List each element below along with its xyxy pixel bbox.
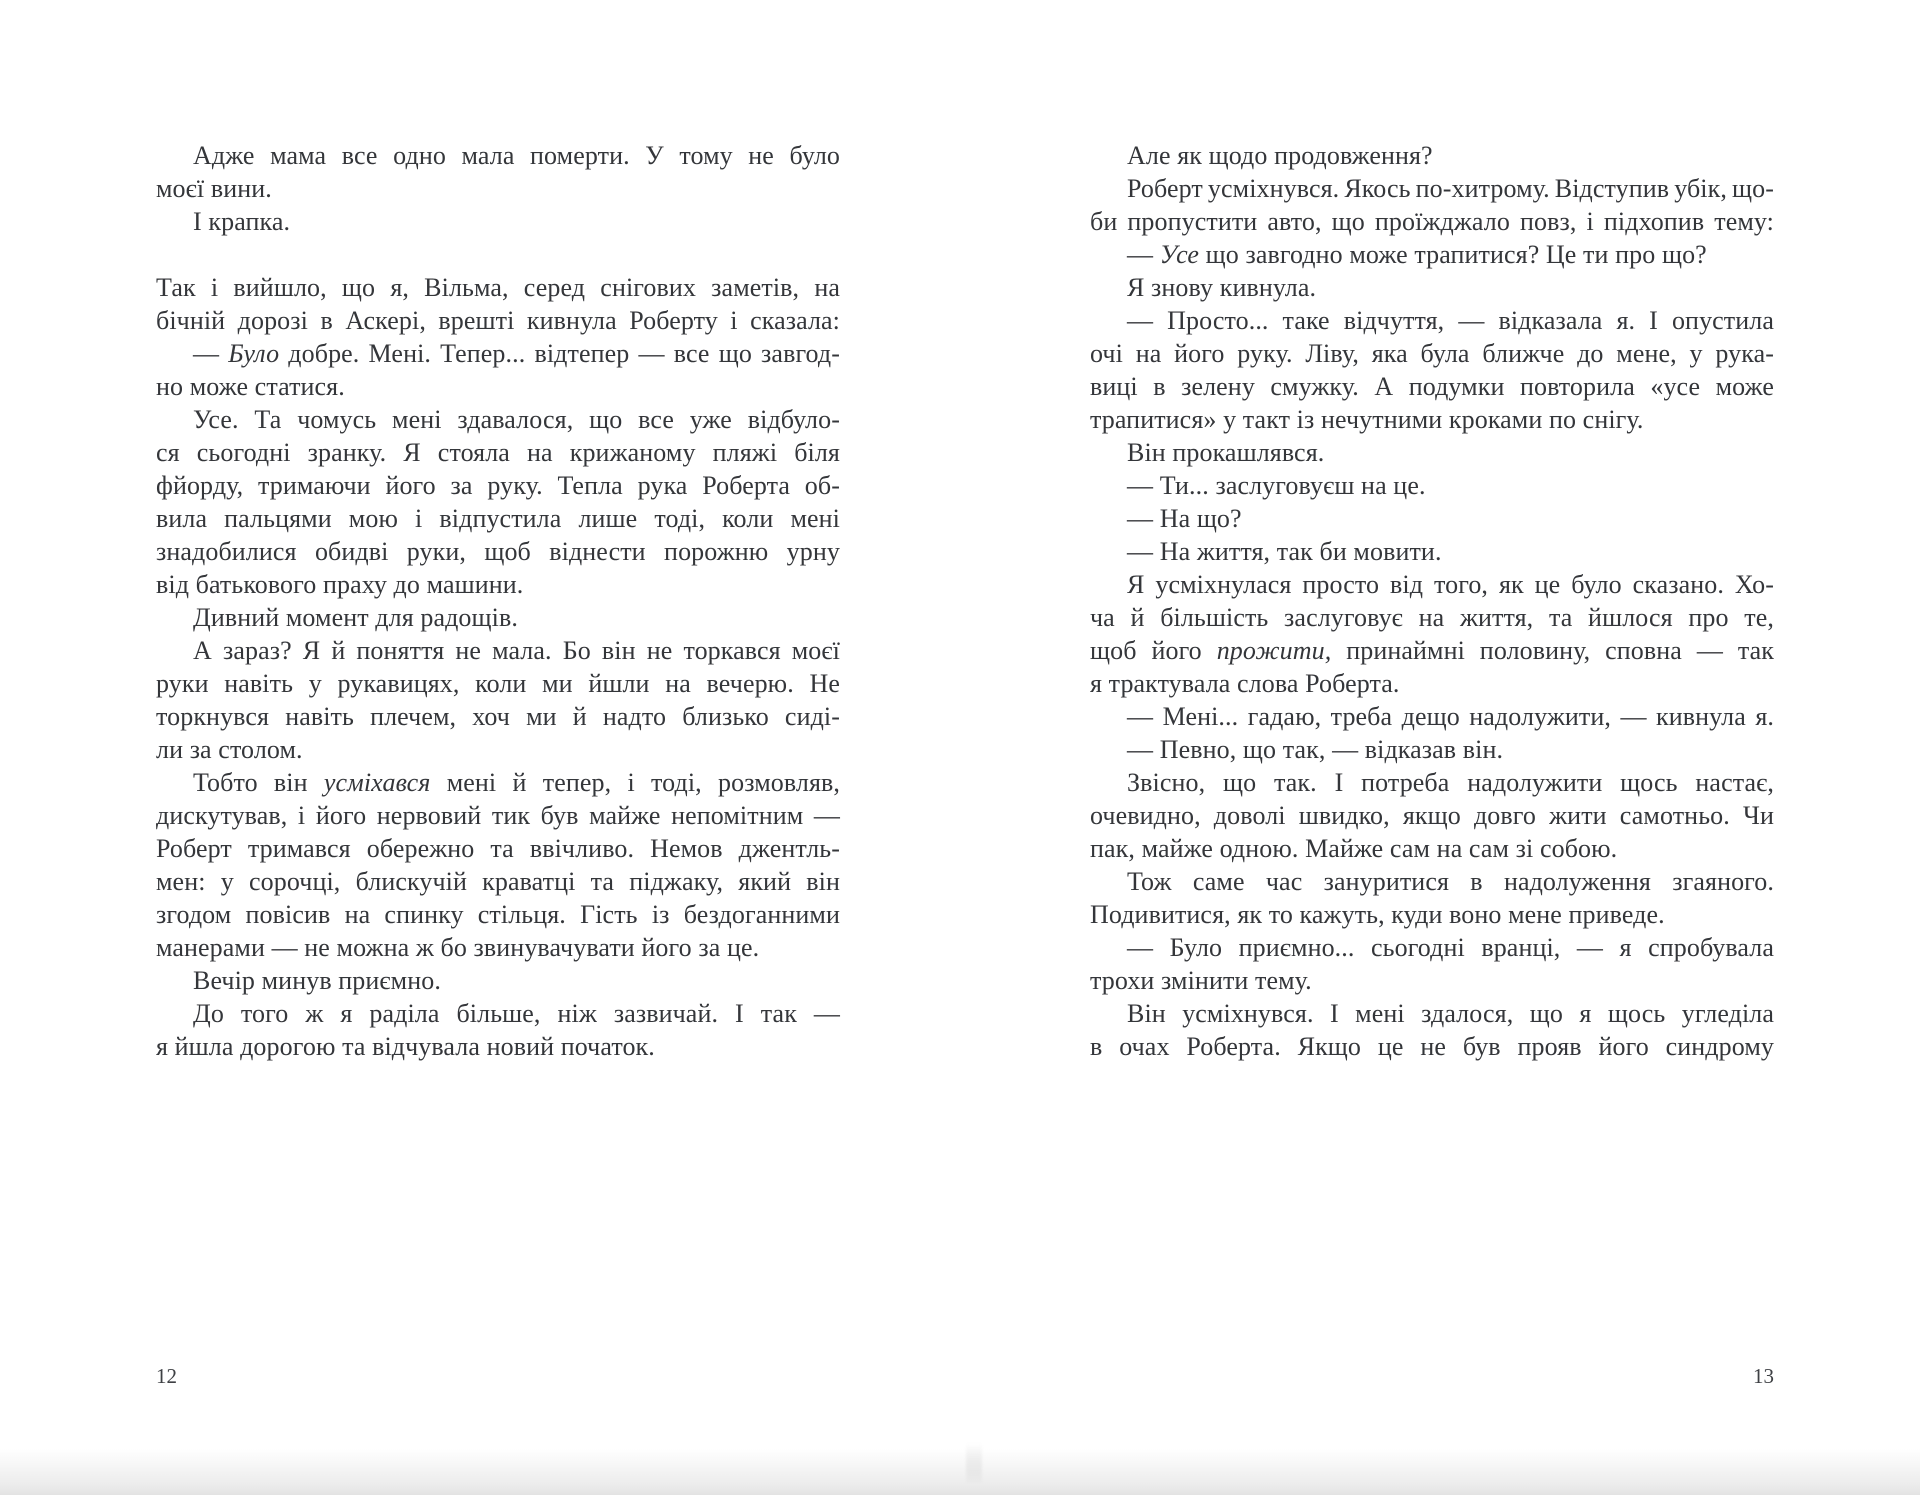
page-number-right: 13 [1753,1364,1774,1388]
text-segment: від батькового праху до машини. [156,570,524,599]
text-segment: Тож саме час зануритися в надолуження згаяного. [1127,867,1774,896]
text-line [156,997,840,1030]
text-segment: Я знову кивнула. [1127,273,1317,302]
text-line-content [156,867,840,896]
text-line-content [156,801,840,830]
text-line [1090,1030,1774,1063]
text-line [1090,139,1774,172]
text-line [156,370,840,403]
text-segment: мен: у сорочці, блискучій краватці та піджаку, який він [156,867,840,896]
text-line-content [193,999,840,1028]
text-segment: Роберт усміхнувся. Якось по-хитрому. Відступив убік, що- [1127,174,1774,203]
text-line [156,337,840,370]
text-segment: ся сьогодні зранку. Я стояла на крижаному пляжі біля [156,438,840,467]
text-line [156,172,840,205]
text-segment: би пропустити авто, що проїжджало повз, і підхопив тему: [1090,207,1774,236]
text-segment: Усе. Та чомусь мені здавалося, що все уже відбуло- [193,405,840,434]
text-segment: торкнувся навіть плечем, хоч ми й надто близько сиді- [156,702,840,731]
text-line [1090,238,1774,271]
text-line-content [1127,702,1774,731]
text-line-content [1090,372,1774,401]
text-segment: Роберт тримався обережно та ввічливо. Немов джентль- [156,834,840,863]
text-segment: добре. Мені. Тепер... відтепер — все що завгод- [279,339,840,368]
text-segment: — На життя, так би мовити. [1127,537,1442,566]
text-line [156,436,840,469]
text-line-content [156,933,759,962]
text-line [156,667,840,700]
text-segment: — Певно, що так, — відказав він. [1127,735,1504,764]
text-line-content [1127,933,1774,962]
text-line [1090,469,1774,502]
text-segment: Дивний момент для радощів. [193,603,518,632]
text-line-content [1090,1032,1774,1061]
text-segment: пак, майже одною. Майже сам на сам зі собою. [1090,834,1618,863]
text-line-content [156,669,840,698]
text-line [156,502,840,535]
text-segment: Вечір минув приємно. [193,966,441,995]
text-segment: Тобто він [193,768,324,797]
text-line-content [1127,240,1707,269]
text-line-content [1127,273,1316,302]
text-line [1090,865,1774,898]
text-line-content [1127,999,1774,1028]
text-line [1090,436,1774,469]
text-line [1090,931,1774,964]
text-segment: я трактувала слова Роберта. [1090,669,1400,698]
text-line-content [1090,636,1774,665]
blank-line [156,238,840,271]
text-line-content [1090,834,1617,863]
text-line [1090,271,1774,304]
text-segment: І крапка. [193,207,291,236]
text-segment: виці в зелену смужку. А подумки повторила «усе може [1090,372,1774,401]
text-segment: — [1127,240,1160,269]
text-line [156,766,840,799]
italic-text-segment: усміхався [323,768,431,797]
text-line-content [1127,735,1503,764]
text-line-content [1090,603,1774,632]
text-line [156,964,840,997]
text-segment: очевидно, доволі швидко, якщо довго жити самотньо. Чи [1090,801,1774,830]
text-line [1090,403,1774,436]
text-line-content [1127,570,1774,599]
text-line [1090,568,1774,601]
text-line [156,403,840,436]
text-segment: Звісно, що так. І потреба надолужити щось настає, [1127,768,1774,797]
text-line-content [156,702,840,731]
text-line [1090,535,1774,568]
text-line [1090,667,1774,700]
text-segment: я йшла дорогою та відчувала новий початок. [156,1032,655,1061]
text-segment: Але як щодо продовження? [1127,141,1433,170]
text-segment: — [193,339,229,368]
text-segment: — Мені... гадаю, треба дещо надолужити, — кивнула я. [1127,702,1774,731]
text-line-content [193,966,441,995]
text-segment: ли за столом. [156,735,303,764]
text-line [1090,304,1774,337]
text-segment: — Було приємно... сьогодні вранці, — я спробувала [1127,933,1774,962]
text-segment: ча й більшість заслуговує на життя, та йшлося про те, [1090,603,1774,632]
text-segment: моєї вини. [156,174,272,203]
text-line-content [193,207,290,236]
text-segment: очі на його руку. Ліву, яка була ближче до мене, у рука- [1090,339,1774,368]
italic-text-segment: Було [228,339,280,368]
text-segment: бічній дорозі в Аскері, врешті кивнула Роберту і сказала: [156,306,840,335]
text-line [156,271,840,304]
text-line [1090,799,1774,832]
text-segment: згодом повісив на спинку стільця. Гість із бездоганними [156,900,840,929]
text-line-content [156,504,840,533]
text-segment: трохи змінити тему. [1090,966,1312,995]
text-line [156,304,840,337]
italic-text-segment: Усе [1159,240,1200,269]
text-line [156,865,840,898]
text-segment: но може статися. [156,372,345,401]
text-segment: в очах Роберта. Якщо це не був прояв його синдрому [1090,1032,1774,1061]
text-line-content [156,174,272,203]
text-segment: — На що? [1127,504,1242,533]
text-line [156,469,840,502]
text-segment: мені й тепер, і тоді, розмовляв, [430,768,840,797]
text-line-content [1090,669,1400,698]
text-line-content [1127,306,1774,335]
text-line-content [1090,207,1774,236]
text-segment: принаймні половину, сповна — так [1331,636,1774,665]
text-line [1090,733,1774,766]
text-line [1090,832,1774,865]
text-segment: Я усміхнулася просто від того, як це було сказано. Хо- [1127,570,1774,599]
text-line-content [156,834,840,863]
text-segment: Він усміхнувся. І мені здалося, що я щось угледіла [1127,999,1774,1028]
text-line [156,799,840,832]
text-segment: Він прокашлявся. [1127,438,1325,467]
text-segment: знадобилися обидві руки, щоб віднести порожню урну [156,537,840,566]
text-line [156,205,840,238]
page-left-text-block [156,139,840,1063]
text-line-content [1127,174,1774,203]
text-line-content [156,1032,655,1061]
text-line-content [1127,471,1426,500]
text-line [156,601,840,634]
text-line-content [1090,900,1665,929]
text-segment: вила пальцями мою і відпустила лише тоді, коли мені [156,504,840,533]
text-line-content [1127,768,1774,797]
text-line [1090,898,1774,931]
text-line [156,931,840,964]
text-line-content [156,372,345,401]
text-line [1090,766,1774,799]
text-line-content [193,636,840,665]
text-segment: Адже мама все одно мала померти. У тому не було [193,141,840,170]
text-line-content [156,306,840,335]
page-number-left: 12 [156,1364,177,1388]
text-line-content [1090,339,1774,368]
text-segment: манерами — не можна ж бо звинувачувати його за це. [156,933,760,962]
text-line [156,568,840,601]
text-line [156,535,840,568]
text-line [156,700,840,733]
text-line-content [156,438,840,467]
text-line-content [1127,504,1242,533]
text-line-content [1090,966,1312,995]
italic-text-segment: прожити, [1216,636,1332,665]
text-line [156,832,840,865]
text-line [156,139,840,172]
text-line [156,898,840,931]
text-segment: Подивитися, як то кажуть, куди воно мене приведе. [1090,900,1665,929]
page-bottom-edge [0,1449,1920,1495]
text-line [1090,964,1774,997]
text-line-content [156,471,840,500]
text-line [1090,370,1774,403]
text-line-content [193,405,840,434]
text-segment: трапитися» у такт із нечутними кроками по снігу. [1090,405,1644,434]
page-right-text-block [1090,139,1774,1063]
text-line [156,634,840,667]
text-segment: руки навіть у рукавицях, коли ми йшли на вечерю. Не [156,669,840,698]
text-line-content [156,570,523,599]
text-line-content [1127,141,1433,170]
text-line-content [1127,438,1324,467]
text-line [1090,601,1774,634]
text-segment: А зараз? Я й поняття не мала. Бо він не торкався моєї [193,636,840,665]
text-segment: фйорду, тримаючи його за руку. Тепла рука Роберта об- [156,471,840,500]
text-segment: що завгодно може трапитися? Це ти про що? [1199,240,1707,269]
text-segment: дискутував, і його нервовий тик був майже непомітним — [156,801,840,830]
text-line-content [156,735,303,764]
text-line-content [1090,801,1774,830]
text-line-content [193,339,840,368]
text-segment: — Ти... заслуговуєш на це. [1127,471,1426,500]
text-line [1090,997,1774,1030]
text-line-content [1090,405,1644,434]
text-line-content [1127,867,1774,896]
text-line-content [193,141,840,170]
text-line-content [193,603,518,632]
text-line [1090,172,1774,205]
text-line [1090,634,1774,667]
text-line-content [193,768,840,797]
text-segment: щоб його [1090,636,1217,665]
text-line [1090,337,1774,370]
text-line-content [156,900,840,929]
text-segment: Так і вийшло, що я, Вільма, серед снігових заметів, на [156,273,840,302]
text-line [1090,205,1774,238]
text-line [1090,502,1774,535]
text-line [156,733,840,766]
text-segment: — Просто... таке відчуття, — відказала я. І опустила [1127,306,1774,335]
text-line-content [156,537,840,566]
text-line-content [1127,537,1442,566]
text-line-content [156,273,840,302]
text-line [156,1030,840,1063]
text-line [1090,700,1774,733]
text-segment: До того ж я раділа більше, ніж зазвичай. І так — [193,999,840,1028]
